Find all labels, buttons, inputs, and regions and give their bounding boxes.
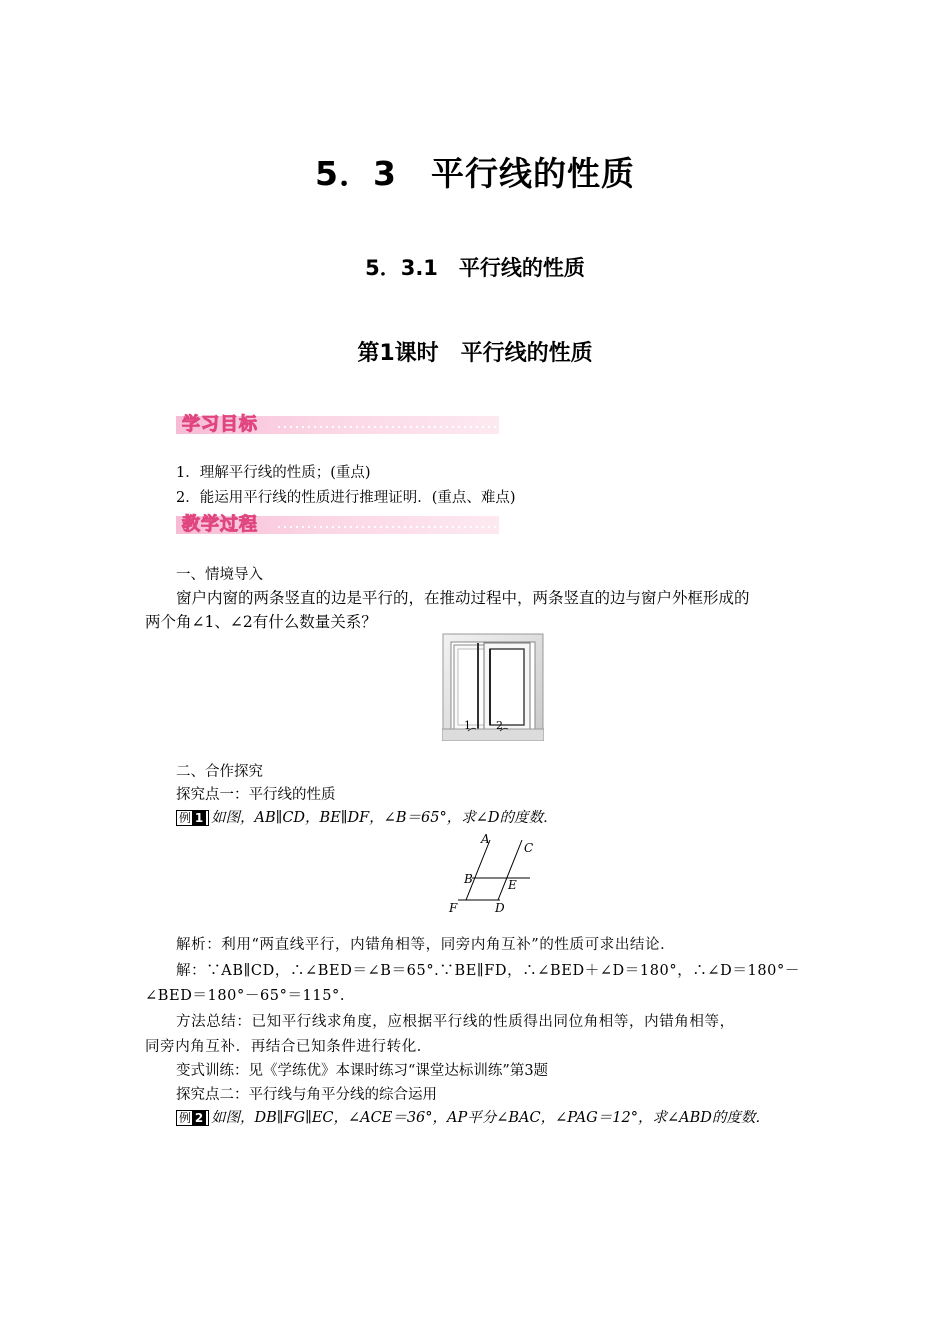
label-B: B bbox=[464, 872, 473, 886]
section1-heading: 一、情境导入 bbox=[176, 567, 263, 583]
section1-line1: 窗户内窗的两条竖直的边是平行的，在推动过程中，两条竖直的边与窗户外框形成的 bbox=[176, 589, 750, 607]
section2-heading: 二、合作探究 bbox=[176, 764, 263, 780]
summary-line-2: 同旁内角互补．再结合已知条件进行转化． bbox=[145, 1039, 432, 1055]
solution-line-2: ∠BED＝180°－65°＝115°. bbox=[145, 988, 346, 1004]
goals-banner bbox=[176, 410, 499, 436]
label-F: F bbox=[449, 901, 458, 915]
process-banner-label: 教学过程 bbox=[182, 514, 258, 535]
explore-point-1: 探究点一：平行线的性质 bbox=[176, 787, 336, 803]
window-angle-2-label: 2 bbox=[496, 719, 503, 732]
window-figure bbox=[442, 633, 544, 741]
example-2-text: 如图，DB∥FG∥EC，∠ACE＝36°，AP平分∠BAC，∠PAG＝12°，求∠ABD的度数． bbox=[211, 1110, 770, 1126]
example-1-text: 如图，AB∥CD，BE∥DF，∠B＝65°，求∠D的度数． bbox=[211, 810, 558, 826]
solution-line-1: 解：∵AB∥CD，∴∠BED＝∠B＝65°.∵BE∥FD，∴∠BED＋∠D＝180°，∴∠D＝180°－ bbox=[176, 963, 800, 979]
summary-line-1: 方法总结：已知平行线求角度，应根据平行线的性质得出同位角相等，内错角相等， bbox=[176, 1014, 735, 1030]
label-D: D bbox=[495, 901, 505, 915]
example-2-tag: 例 2 bbox=[176, 1110, 209, 1126]
variant-training: 变式训练：见《学练优》本课时练习“课堂达标训练”第3题 bbox=[176, 1063, 549, 1079]
label-A: A bbox=[481, 832, 490, 846]
explore-point-2: 探究点二：平行线与角平分线的综合运用 bbox=[176, 1087, 437, 1103]
example-1 bbox=[176, 808, 557, 828]
process-banner bbox=[176, 510, 499, 536]
label-E: E bbox=[508, 878, 517, 892]
section-title: 5．3.1 平行线的性质 bbox=[365, 256, 585, 280]
goals-banner-label: 学习目标 bbox=[182, 414, 258, 435]
goal-item-1: 1．理解平行线的性质；(重点) bbox=[176, 465, 371, 481]
lesson-title: 第1课时 平行线的性质 bbox=[357, 341, 593, 366]
example-1-figure bbox=[444, 828, 544, 916]
example-2 bbox=[176, 1108, 770, 1128]
main-title: 5．3 平行线的性质 bbox=[315, 154, 635, 193]
window-angle-1-label: 1 bbox=[464, 719, 471, 732]
analysis-text: 解析：利用“两直线平行，内错角相等，同旁内角互补”的性质可求出结论． bbox=[176, 937, 676, 953]
label-C: C bbox=[524, 841, 534, 855]
goal-item-2: 2．能运用平行线的性质进行推理证明．(重点、难点) bbox=[176, 490, 516, 506]
section1-line2: 两个角∠1、∠2有什么数量关系？ bbox=[145, 613, 377, 631]
example-1-tag: 例 1 bbox=[176, 810, 209, 826]
